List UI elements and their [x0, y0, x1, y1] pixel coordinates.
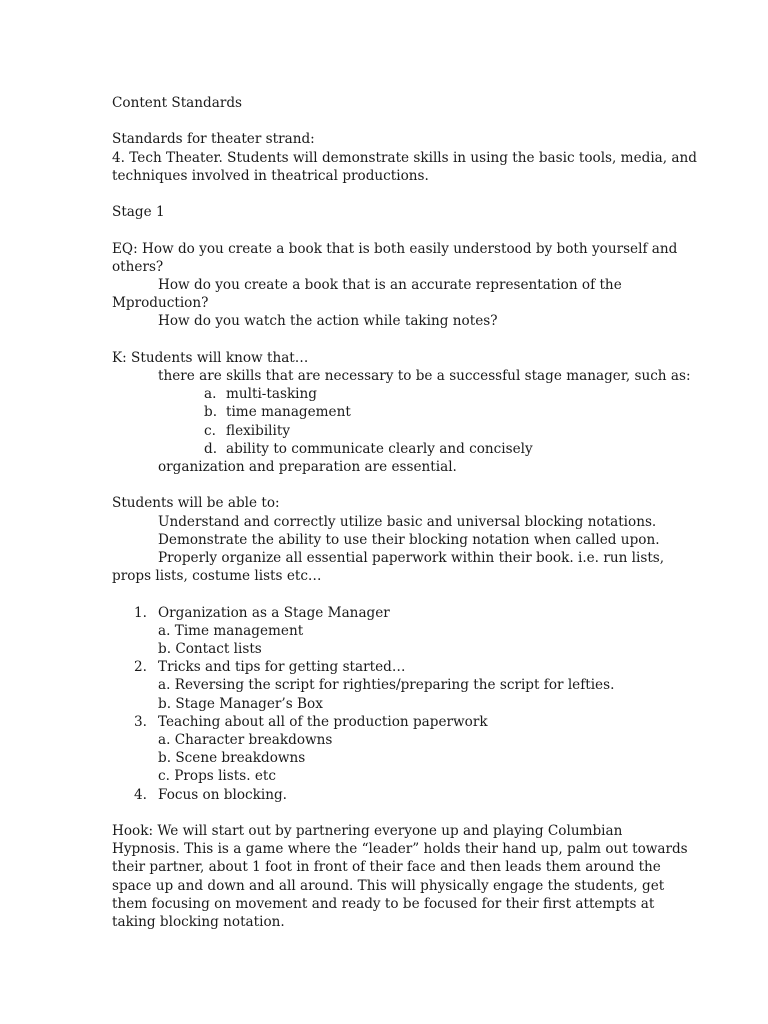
document-title: Content Standards — [112, 95, 243, 111]
outline-subitem: a. Reversing the script for righties/preparing the script for lefties. — [158, 677, 615, 694]
hook-line: Hook: We will start out by partnering everyone up and playing Columbian — [112, 823, 623, 840]
list-item-text: time management — [226, 404, 351, 421]
outline-subitem: b. Contact lists — [158, 641, 262, 657]
outline-item — [112, 604, 672, 622]
know-line: there are skills that are necessary to be a successful stage manager, such as: — [158, 367, 691, 384]
standards-text-line: 4. Tech Theater. Students will demonstrate skills in using the basic tools, media, and — [112, 149, 697, 166]
standards-text-line: techniques involved in theatrical productions. — [112, 167, 429, 184]
list-marker: b. — [204, 404, 218, 421]
outline-item-text: Teaching about all of the production paperwork — [158, 713, 488, 730]
outline-subitem: b. Scene breakdowns — [158, 750, 306, 767]
list-item — [204, 403, 672, 421]
hook-line: space up and down and all around. This will physically engage the students, get — [112, 877, 665, 894]
list-item-text: multi-tasking — [226, 386, 317, 403]
list-marker: a. — [204, 386, 217, 403]
list-marker: d. — [204, 440, 218, 457]
know-line: organization and preparation are essential. — [158, 459, 457, 475]
outline-item-text: Tricks and tips for getting started… — [158, 659, 406, 676]
know-heading: K: Students will know that… — [112, 349, 309, 366]
eq-line: How do you create a book that is an accurate representation of the — [158, 276, 622, 293]
list-item — [204, 385, 672, 403]
able-line: Properly organize all essential paperwork within their book. i.e. run lists, — [158, 550, 665, 566]
hook-line: their partner, about 1 foot in front of their face and then leads them around the — [112, 859, 661, 876]
spacer — [112, 476, 672, 494]
document-body — [112, 94, 697, 931]
able-line: props lists, costume lists etc… — [112, 568, 322, 585]
spacer — [112, 585, 672, 603]
able-heading: Students will be able to: — [112, 495, 280, 512]
list-item — [204, 422, 672, 440]
list-item — [204, 440, 672, 458]
spacer — [112, 331, 672, 349]
hook-line: Hypnosis. This is a game where the “leader” holds their hand up, palm out towards — [112, 841, 688, 858]
outline-item-text: Organization as a Stage Manager — [158, 604, 390, 621]
eq-line: others? — [112, 258, 164, 275]
spacer — [112, 185, 672, 203]
eq-line: How do you watch the action while taking notes? — [158, 313, 498, 330]
hook-line: taking blocking notation. — [112, 914, 285, 931]
able-line: Understand and correctly utilize basic and universal blocking notations. — [158, 513, 657, 530]
skills-list — [112, 385, 672, 458]
outline-list — [112, 604, 672, 804]
stage-heading: Stage 1 — [112, 204, 165, 221]
spacer — [112, 221, 672, 239]
outline-number: 3. — [134, 713, 147, 730]
spacer — [112, 112, 672, 130]
hook-line: them focusing on movement and ready to be focused for their first attempts at — [112, 895, 655, 912]
outline-subitem: a. Character breakdowns — [158, 732, 333, 749]
outline-subitem: b. Stage Manager’s Box — [158, 695, 323, 712]
outline-subitem: a. Time management — [158, 622, 304, 639]
spacer — [112, 804, 672, 822]
list-item-text: flexibility — [226, 422, 291, 439]
outline-number: 2. — [134, 659, 147, 676]
standards-heading: Standards for theater strand: — [112, 131, 315, 148]
outline-item — [112, 658, 672, 676]
outline-item — [112, 786, 672, 804]
list-marker: c. — [204, 422, 216, 439]
eq-line: EQ: How do you create a book that is both easily understood by both yourself and — [112, 240, 678, 257]
eq-line: Mproduction? — [112, 295, 209, 312]
able-line: Demonstrate the ability to use their blocking notation when called upon. — [158, 531, 660, 548]
outline-number: 1. — [134, 604, 147, 621]
outline-subitem: c. Props lists. etc — [158, 768, 276, 785]
hook-paragraph — [112, 822, 688, 931]
outline-number: 4. — [134, 786, 147, 803]
outline-item — [112, 713, 672, 731]
list-item-text: ability to communicate clearly and concisely — [226, 440, 533, 457]
outline-item-text: Focus on blocking. — [158, 786, 288, 803]
